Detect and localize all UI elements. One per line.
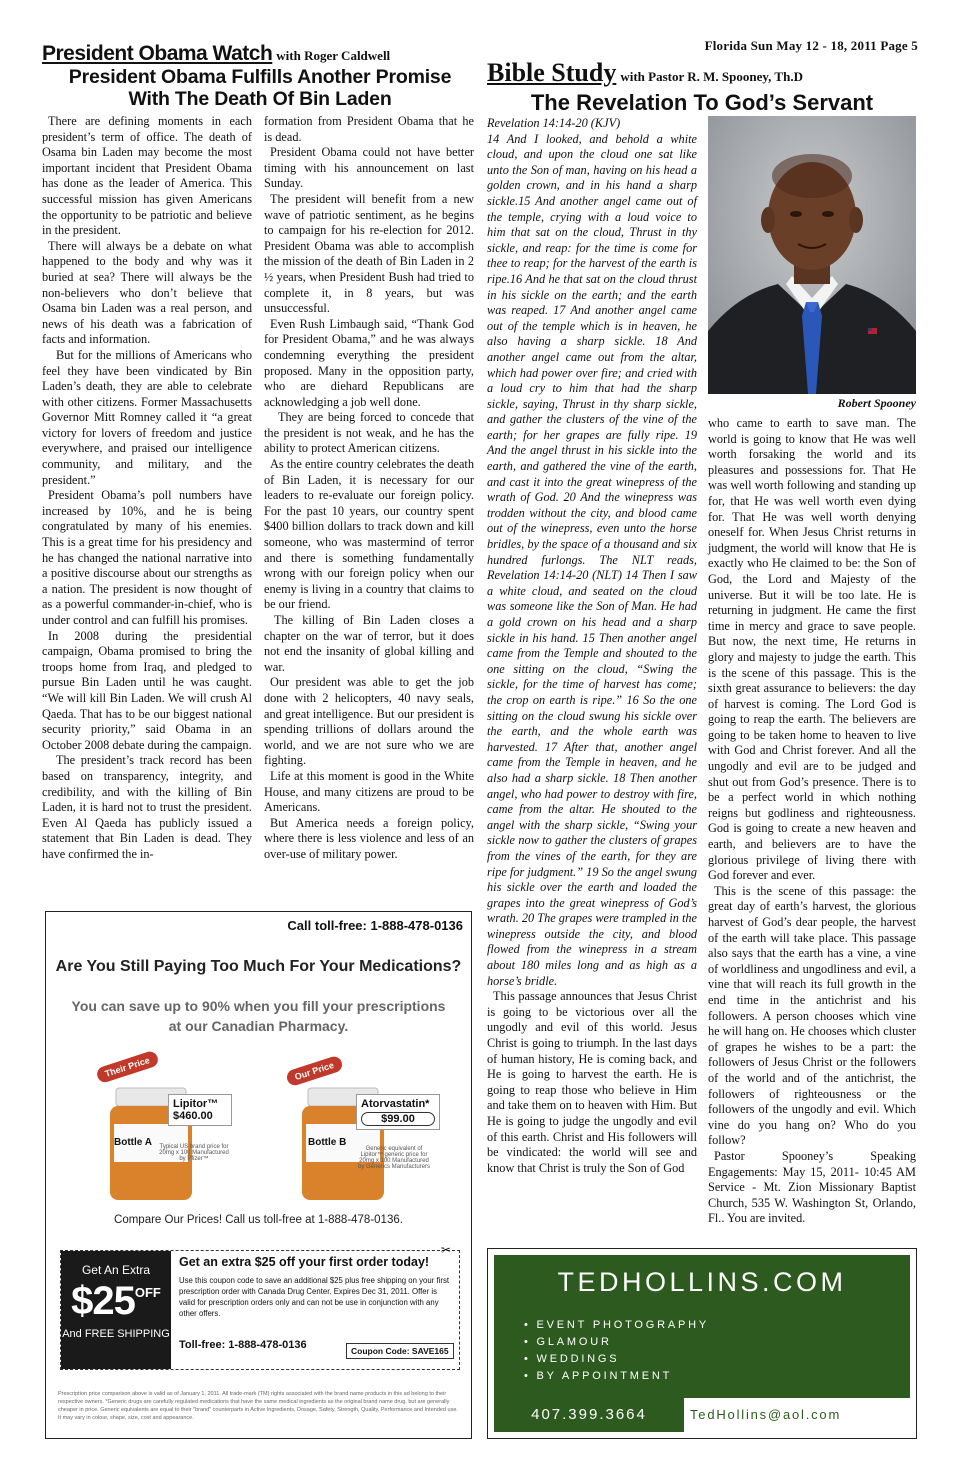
coupon-phone: Toll-free: 1-888-478-0136 (179, 1339, 307, 1351)
coupon-code: Coupon Code: SAVE165 (346, 1343, 454, 1359)
author-photo (708, 116, 916, 394)
paragraph: As the entire country celebrates the death of Bin Laden, it is necessary for our leaders to re-evaluate our foreign policy. For the past 10 years, our country spent $400 billion dollars to track down and kill someone, who was mastermind of terror and there is something fundamentally wrong with our foreign policy when our enemy is living in a country that claims to be our friend. (264, 457, 474, 612)
their-price-badge: Their Price (95, 1050, 159, 1085)
masthead: Florida Sun May 12 - 18, 2011 Page 5 (704, 38, 918, 53)
paragraph: Pastor Spooney’s Speaking Engagements: May 15, 2011- 10:45 AM Service - Mt. Zion Missionary Baptist Church, 535 W. Washington St, Orlando, Fl.. You are invited. (708, 1148, 916, 1226)
article-column-1 (42, 114, 252, 863)
ad-subhead: at our Canadian Pharmacy. (168, 1018, 349, 1034)
paragraph: This is the scene of this passage: the great day of earth’s harvest, the glorious harvest of God’s dear people, the harvest of the earth will take place. This passage also says that the earth has a vine, a vine of worldliness and ungodliness and evil, a vine that will reach its full growth in the end time in the antichrist and his followers. A person chooses which vine he will hang on. He chooses which cluster of grapes he wishes to be a part: the followers of Jesus Christ or the followers of the world and of the antichrist, the followers of righteousness or the followers of the ungodly and evil. Which vine do you hang on? Who do you follow? (708, 883, 916, 1148)
paragraph: There are defining moments in each president’s term of office. The death of Osama bin Laden may become the most important incident that President Obama has done as the leader of America. This successful mission has given Americans the opportunity to be patriotic and believe in the president. (42, 114, 252, 238)
service-item: • EVENT PHOTOGRAPHY (524, 1319, 710, 1331)
scripture-text: 14 And I looked, and behold a white cloud, and upon the cloud one sat like unto the Son of man, having on his head a golden crown, and in his hand a sharp sickle.15 And another angel came out of the temple, crying with a loud voice to him that sat on the cloud, Thrust in thy sickle, and reap: for the time is come for thee to reap; for the harvest of the earth is ripe.16 And he that sat on the cloud thrust in his sickle on the earth; and the earth was reaped. 17 And another angel came out of the temple which is in heaven, he also having a sharp sickle. 18 And another angel came out from the altar, which had power over fire; and cried with a loud cry to him that had the sharp sickle, saying, Thrust in thy sharp sickle, and gather the clusters of the vine of the earth; for her grapes are fully ripe. 19 And the angel thrust in his sickle into the earth, and gathered the vine of the earth, and cast it into the great winepress of the wrath of God. 20 And the winepress was trodden without the city, and blood came out of the winepress, even unto the horse bridles, by the space of a thousand and six hundred furlongs. The NLT reads, Revelation 14:14-20 (NLT) 14 Then I saw a white cloud, and seated on the cloud was someone like the Son of Man. He had a gold crown on his head and a sharp sickle in his hand. 15 Then another angel came from the Temple and shouted to the one sitting on the cloud, “Swing the sickle, for the time of harvest has come; the crop on earth is ripe.” 16 So the one sitting on the cloud swung his sickle over the earth, and the whole earth was harvested. 17 After that, another angel came from the Temple in heaven, and he also had a sharp sickle. 18 Then another angel, who had power to destroy with fire, came from the altar. He shouted to the angel with the sharp sickle, “Swing your sickle now to gather the clusters of grapes from the vines of the earth, for they are ripe for judgment.” 19 So the angel swung his sickle over the earth and loaded the grapes into the great winepress of God’s wrath. 20 The grapes were trampled in the winepress outside the city, and blood flowed from the winepress in a stream about 180 miles long and as high as a horse’s bridle. (487, 131, 697, 988)
coupon-off: OFF (134, 1285, 161, 1300)
drug-name: Atorvastatin* (361, 1098, 430, 1110)
coupon-badge (61, 1251, 171, 1369)
coupon-headline: Get an extra $25 off your first order today! (179, 1255, 430, 1269)
paragraph: The killing of Bin Laden closes a chapter on the war of terror, but it does not end the insanity of global killing and war. (264, 613, 474, 674)
drug-name: Lipitor™ (173, 1098, 219, 1110)
ad-subhead: You can save up to 90% when you fill your prescriptions (71, 998, 446, 1014)
coupon-amount: $25 (71, 1279, 135, 1323)
compare-prices-text: Compare Our Prices! Call us toll-free at 1-888-478-0136. (114, 1214, 403, 1226)
coupon-amount-row (61, 1279, 171, 1324)
coupon-top-text: Get An Extra (81, 1263, 151, 1277)
price-tag (168, 1094, 232, 1126)
paragraph: The president’s track record has been based on transparency, integrity, and credibility, and with the killing of Bin Laden, it is hard not to trust the president. Even Al Qaeda has publicly issued a statement that Bin Laden is dead. They have confirmed the in- (42, 753, 252, 861)
headline-line-1: President Obama Fulfills Another Promise (68, 66, 452, 88)
service-item: • BY APPOINTMENT (524, 1370, 673, 1382)
drug-price: $460.00 (173, 1110, 213, 1122)
paragraph: The president will benefit from a new wave of patriotic sentiment, as he begins to campaign for his re-election for 2012. President Obama was able to accomplish the mission of the death of Bin Laden in 2 ½ years, when President Bush had tried to complete it, in 8 years, but was unsuccessful. (264, 191, 474, 316)
headline-line-2: With The Death Of Bin Laden (128, 88, 392, 110)
services-list (524, 1317, 709, 1385)
service-item: • GLAMOUR (524, 1336, 612, 1348)
price-note: Generic equivalent of Lipitor™ generic price for 20mg x 100 Manufactured by Generics Manufacturers (357, 1146, 431, 1170)
bottle-label: Bottle B (308, 1137, 347, 1148)
paragraph: Even Rush Limbaugh said, “Thank God for President Obama,” and he was always condemning everything the president proposed. Many in the opposition party, who are diehard Republicans are acknowledging a job well done. (264, 316, 474, 409)
bottle-label: Bottle A (114, 1137, 152, 1148)
ad-headline: Are You Still Paying Too Much For Your Medications? (55, 958, 462, 975)
coupon-terms: Use this coupon code to save an additional $25 plus free shipping on your first prescription order with Canada Drug Center. Expires Dec 31, 2011. Offer is valid for prescription orders only and can not be use in conjunction with any other offers. (179, 1276, 450, 1318)
headline: The Revelation To God’s Servant (530, 90, 874, 115)
ad-background (494, 1255, 910, 1432)
scissors-icon: ✂ (441, 1243, 452, 1257)
paragraph: President Obama’s poll numbers have increased by 10%, and he is being congratulated by many of his enemies. This is a great time for his presidency and he has changed the national narrative into a positive discourse about our strengths as a nation. The president is now thought of as a powerful commander-in-chief, who is under control and can fulfill his promises. (42, 488, 252, 627)
byline: with Roger Caldwell (276, 48, 391, 63)
drug-price: $99.00 (361, 1112, 435, 1126)
our-price-badge: Our Price (285, 1055, 344, 1088)
paragraph: But for the millions of Americans who feel they have been vindicated by Bin Laden’s death, they are able to celebrate with other citizens. Former Massachusetts Governor Mitt Romney called it “a great victory for lovers of freedom and justice everywhere, and praised our intelligence community, and military, and the president.” (42, 347, 252, 487)
ad-email: TedHollins@aol.com (690, 1407, 842, 1422)
paragraph: They are being forced to concede that the president is not weak, and he has the ability to protect American citizens. (264, 410, 474, 456)
photo-caption: Robert Spooney (837, 396, 916, 410)
coupon (60, 1243, 460, 1370)
paragraph: But America needs a foreign policy, where there is less violence and less of an over-use of military power. (264, 815, 474, 861)
column-title: Bible Study (487, 58, 617, 87)
price-note: Typical US brand price for 20mg x 100 Manufactured by Pfizer™ (159, 1144, 229, 1162)
byline: with Pastor R. M. Spooney, Th.D (620, 69, 803, 84)
article-column-1 (487, 116, 697, 1176)
ad-brand: TEDHOLLINS.COM (557, 1267, 847, 1297)
pharmacy-advertisement (45, 911, 472, 1439)
service-item: • WEDDINGS (524, 1353, 620, 1365)
column-kicker (42, 42, 390, 66)
paragraph: President Obama could not have better timing with his announcement on last Sunday. (264, 145, 474, 191)
paragraph: This passage announces that Jesus Christ is going to be victorious over all the ungodly and evil of this world. Jesus Christ is going to triumph. In the last days of human history, He is coming back, and He is going to harvest the earth. He is going to reap those who believe in Him and take them on to heaven with Him. But He is going to judge the ungodly and evil of this earth. Christ and His followers will be vindicated: the world will see and know that Christ is truly the Son of God (487, 989, 697, 1175)
paragraph: formation from President Obama that he is dead. (264, 114, 474, 144)
scripture-reference: Revelation 14:14-20 (KJV) (487, 116, 621, 130)
coupon-shipping: And FREE SHIPPING (62, 1328, 170, 1340)
column-title: President Obama Watch (42, 42, 273, 65)
article-column-2 (264, 114, 474, 863)
paragraph: who came to earth to save man. The world is going to know that He was well worth forsaking the world and its pleasures and possessions for. That He was well worth following and standing up for, that He was well worth even dying for. That He was well worth denying oneself for. When Jesus Christ returns in judgment, the world will know that He is exactly who He claimed to be: the Son of God, the Lord and Majesty of the universe. But it will be too late. He is returning in judgment. He came the first time in mercy and grace to save people. But now, the next time, He returns in glory and majesty to judge the earth. This is the scene of this passage. This is the sixth great assurance to believers: the day of harvest is coming. The Lord God is going to reap the earth. The believers are going to be taken home to heaven to live with God and Christ forever. And all the ungodly and evil are to be judged and shut out from God’s presence. There is to be a perfect world in which nothing reigns but godliness and righteousness. God is going to create a new heaven and earth, and believers are to have the glorious privilege of living there with God forever and ever. (708, 416, 916, 883)
contact-bar (494, 1398, 910, 1432)
ad-phone: Call toll-free: 1-888-478-0136 (287, 918, 463, 933)
ad-phone: 407.399.3664 (494, 1398, 684, 1432)
paragraph: There will always be a debate on what happened to the body and why was it buried at sea? There will always be the non-believers who don’t believe that Osama bin Laden was a real person, and news of his death was a fabrication of facts and information. (42, 238, 252, 347)
column-kicker (487, 58, 803, 88)
portrait-image (708, 116, 916, 394)
paragraph: In 2008 during the presidential campaign, Obama promised to bring the troops home from Iraq, and pledged to pursue Bin Laden until he was caught. “We will kill Bin Laden. We will crush Al Qaeda. That has to be our biggest national security priority,” said Obama in an October 2008 debate during the campaign. (42, 628, 252, 752)
paragraph: Life at this moment is good in the White House, and many citizens are proud to be Americans. (264, 768, 474, 815)
price-tag (356, 1094, 440, 1130)
ad-fine-print: Prescription price comparison above is valid as of January 1, 2011. All trade-mark (TM) rights associated with the brand name products in this ad belong to their respective owners. *Generic drugs are carefully regulated medications that have the same medical ingredients as the original brand name drug, but are generally cheaper in price. Generic equivalents are equal to their "brand" counterparts in Active Ingredients, Dosage, Safety, Strength, Quality, Performance and Intended use. It may vary in colour, shape, size, cost and appearance. (58, 1391, 458, 1421)
photography-advertisement (487, 1248, 917, 1439)
article-column-2 (708, 416, 916, 1227)
paragraph: Our president was able to get the job done with 2 helicopters, 40 navy seals, and great intelligence. But our president is spending trillions of dollars around the world, and we are not sure who we are fighting. (264, 675, 474, 768)
